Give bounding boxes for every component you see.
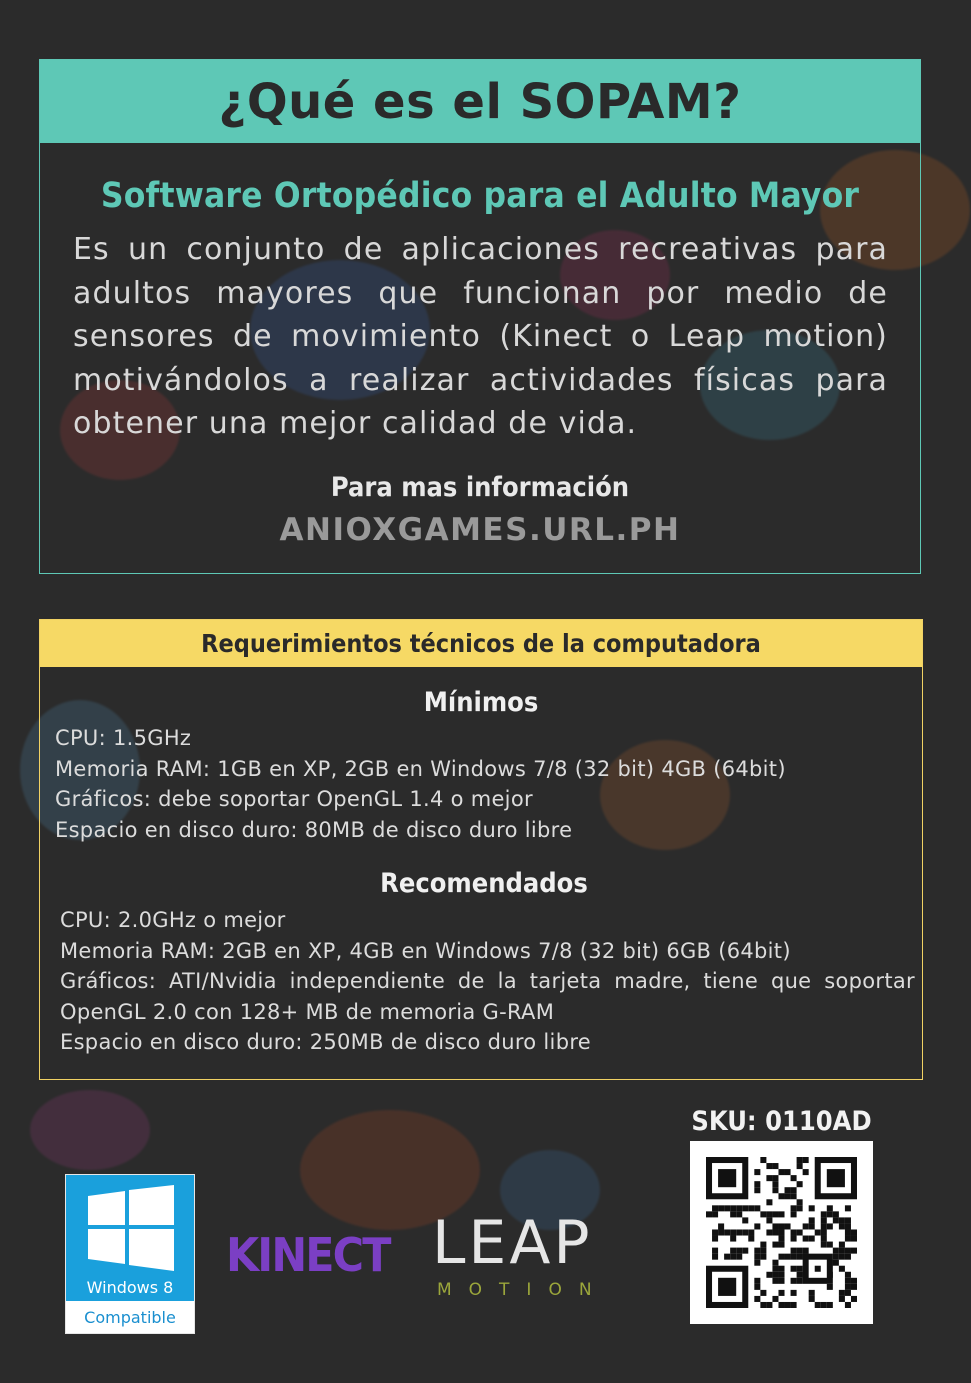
list-item: CPU: 1.5GHz	[55, 726, 192, 750]
recommended-requirements-list	[60, 905, 915, 1058]
subtitle: Software Ortopédico para el Adulto Mayor	[100, 176, 860, 216]
list-item: Memoria RAM: 1GB en XP, 2GB en Windows 7/8 (32 bit) 4GB (64bit)	[55, 756, 786, 781]
minimum-requirements-list	[55, 723, 905, 845]
page-title: ¿Qué es el SOPAM?	[218, 73, 742, 130]
windows-8-compatible-badge	[65, 1174, 195, 1334]
windows-version-label: Windows 8	[86, 1278, 174, 1297]
list-item: Memoria RAM: 2GB en XP, 4GB en Windows 7/8 (32 bit) 6GB (64bit)	[60, 938, 791, 963]
list-item: Gráficos: debe soportar OpenGL 1.4 o mejor	[55, 787, 533, 811]
leap-motion-logo	[432, 1208, 607, 1303]
description: Es un conjunto de aplicaciones recreativas para adultos mayores que funcionan por medio de sensores de movimiento (Kinect o Leap motion) motivándolos a realizar actividades físicas para obtener una mejor calidad de vida.	[73, 232, 888, 441]
minimum-heading: Mínimos	[423, 687, 539, 718]
compatible-label: Compatible	[84, 1307, 176, 1327]
about-header	[40, 60, 920, 143]
requirements-header	[40, 620, 922, 667]
qr-code-icon	[706, 1157, 857, 1308]
sku-label: SKU: 0110AD	[691, 1106, 872, 1137]
leap-wordmark: LEAP	[432, 1208, 593, 1278]
website-link[interactable]: ANIOXGAMES.URL.PH	[279, 512, 681, 548]
compatible-strip	[66, 1301, 194, 1333]
list-item: Espacio en disco duro: 250MB de disco duro libre	[60, 1030, 592, 1054]
about-panel	[39, 59, 921, 574]
list-item: OpenGL 2.0 con 128+ MB de memoria G-RAM	[60, 999, 555, 1024]
list-item: Gráficos: ATI/Nvidia independiente de la tarjeta madre, tiene que soportar	[60, 969, 915, 993]
list-item: Espacio en disco duro: 80MB de disco duro libre	[55, 817, 573, 842]
motion-wordmark: MOTION	[437, 1280, 609, 1300]
more-info-label: Para mas información	[330, 472, 630, 503]
qr-code[interactable]	[690, 1141, 873, 1324]
requirements-panel	[39, 619, 923, 1080]
list-item: CPU: 2.0GHz o mejor	[60, 908, 286, 932]
recommended-heading: Recomendados	[380, 868, 588, 899]
kinect-logo: KINECT	[226, 1228, 390, 1282]
windows-logo-icon	[88, 1185, 174, 1271]
requirements-title: Requerimientos técnicos de la computadora	[201, 629, 761, 658]
